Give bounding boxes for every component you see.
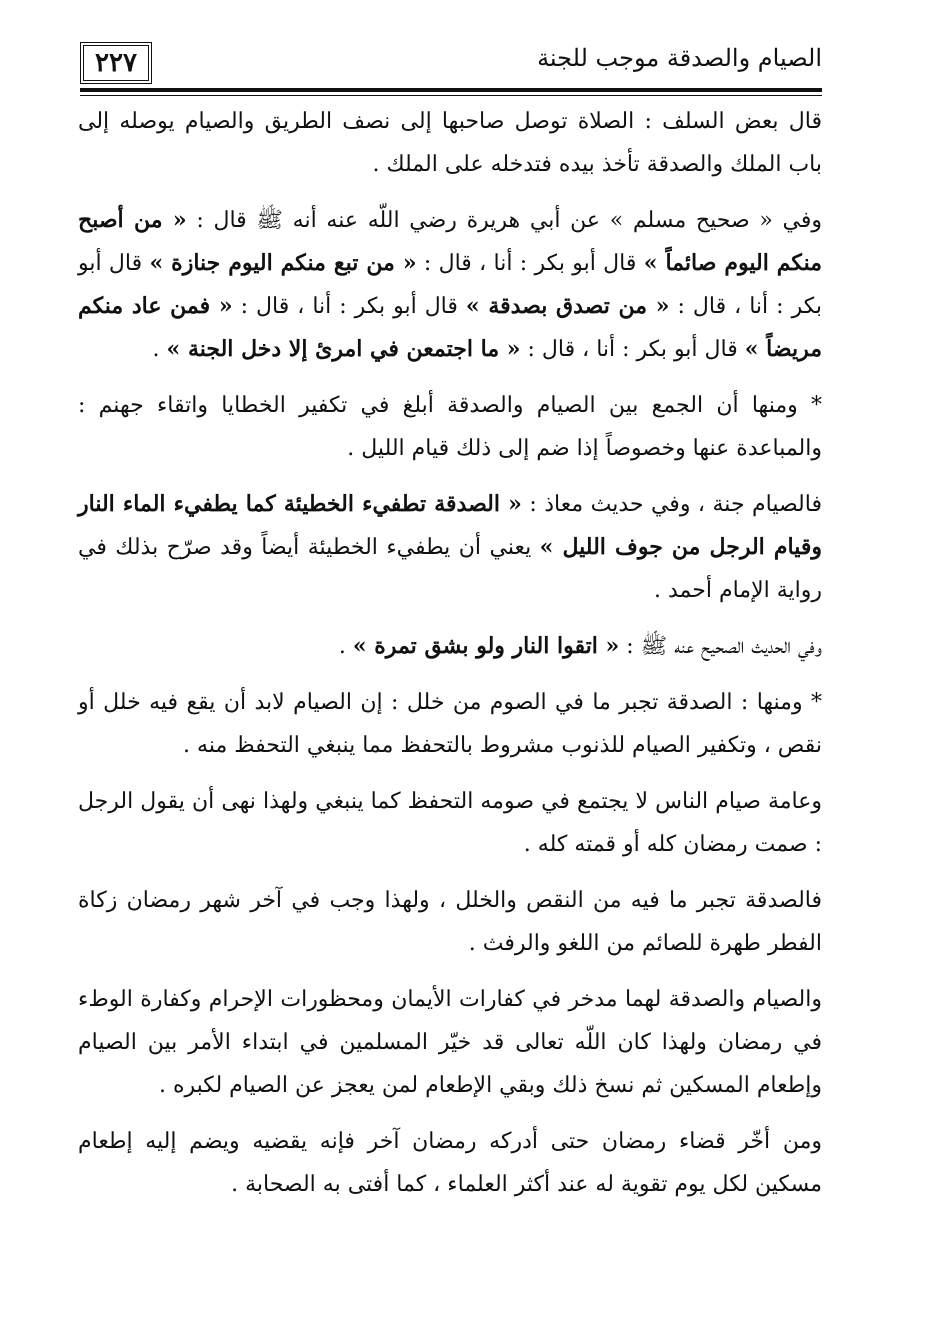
hadith-quote: « اتقوا النار ولو بشق تمرة » bbox=[352, 633, 620, 659]
paragraph-2-text: قال أبو بكر : أنا ، قال : bbox=[520, 337, 745, 362]
running-title: الصيام والصدقة موجب للجنة bbox=[537, 44, 822, 72]
hadith-quote: « ما اجتمعن في امرئ إلا دخل الجنة » bbox=[166, 336, 521, 362]
hadith-quote: « فمن عاد منكم مريضاً » bbox=[78, 293, 822, 362]
page-header bbox=[72, 30, 822, 86]
header-rule-thin bbox=[80, 95, 822, 96]
paragraph-2 bbox=[78, 199, 822, 371]
page-number: ٢٢٧ bbox=[80, 42, 152, 84]
paragraph-2-text: قال أبو بكر : أنا ، قال : bbox=[416, 251, 644, 276]
paragraph-2-text: وفي « صحيح مسلم » عن أبي هريرة رضي اللّه عنه أنه ﷺ قال : bbox=[186, 208, 823, 233]
hadith-quote: « من أصبح منكم اليوم صائماً » bbox=[78, 207, 822, 276]
paragraph-4-text: يعني أن يطفيء الخطيئة أيضاً وقد صرّح بذلك في رواية الإمام أحمد . bbox=[78, 535, 822, 603]
paragraph-8: فالصدقة تجبر ما فيه من النقص والخلل ، ولهذا وجب في آخر شهر رمضان زكاة الفطر طهرة للصائم من اللغو والرفث . bbox=[78, 888, 822, 956]
paragraph-5 bbox=[78, 625, 822, 668]
paragraph-5-text: . bbox=[338, 634, 353, 659]
hadith-quote: « من تصدق بصدقة » bbox=[465, 293, 670, 319]
paragraph-10: ومن أخّر قضاء رمضان حتى أدركه رمضان آخر فإنه يقضيه ويضم إليه إطعام مسكين لكل يوم تقوية له عند أكثر العلماء ، كما أفتى به الصحابة . bbox=[78, 1129, 822, 1197]
hadith-quote: « من تبع منكم اليوم جنازة » bbox=[149, 250, 417, 276]
paragraph-5-text: وفي الحديث الصحيح عنه ﷺ : bbox=[619, 634, 822, 659]
paragraph-2-text: . bbox=[152, 337, 167, 362]
paragraph-7: وعامة صيام الناس لا يجتمع في صومه التحفظ كما ينبغي ولهذا نهى أن يقول الرجل : صمت رمضان كله أو قمته كله . bbox=[78, 789, 822, 857]
paragraph-1: قال بعض السلف : الصلاة توصل صاحبها إلى نصف الطريق والصيام يوصله إلى باب الملك والصدقة تأخذ بيده فتدخله على الملك . bbox=[78, 109, 822, 177]
paragraph-6: * ومنها : الصدقة تجبر ما في الصوم من خلل : إن الصيام لابد أن يقع فيه خلل أو نقص ، وتكفير الصيام للذنوب مشروط بالتحفظ مما ينبغي التحفظ منه . bbox=[78, 690, 822, 758]
hadith-quote: « الصدقة تطفيء الخطيئة كما يطفيء الماء النار وقيام الرجل من جوف الليل » bbox=[78, 491, 822, 560]
body-text bbox=[78, 100, 822, 1219]
paragraph-2-text: قال أبو بكر : أنا ، قال : bbox=[232, 294, 466, 319]
paragraph-4 bbox=[78, 483, 822, 612]
paragraph-2-text: قال أبو بكر : أنا ، قال : bbox=[78, 251, 822, 319]
paragraph-4-text: فالصيام جنة ، وفي حديث معاذ : bbox=[521, 492, 822, 517]
header-rule bbox=[80, 88, 822, 92]
paragraph-3: * ومنها أن الجمع بين الصيام والصدقة أبلغ في تكفير الخطايا واتقاء جهنم : والمباعدة عنها وخصوصاً إذا ضم إلى ذلك قيام الليل . bbox=[78, 393, 822, 461]
paragraph-9: والصيام والصدقة لهما مدخر في كفارات الأيمان ومحظورات الإحرام وكفارة الوطء في رمضان ولهذا كان اللّه تعالى قد خيّر المسلمين في ابتداء الأمر بين الصيام وإطعام المسكين ثم نسخ ذلك وبقي الإطعام لمن يعجز عن الصيام لكبره . bbox=[78, 987, 822, 1098]
